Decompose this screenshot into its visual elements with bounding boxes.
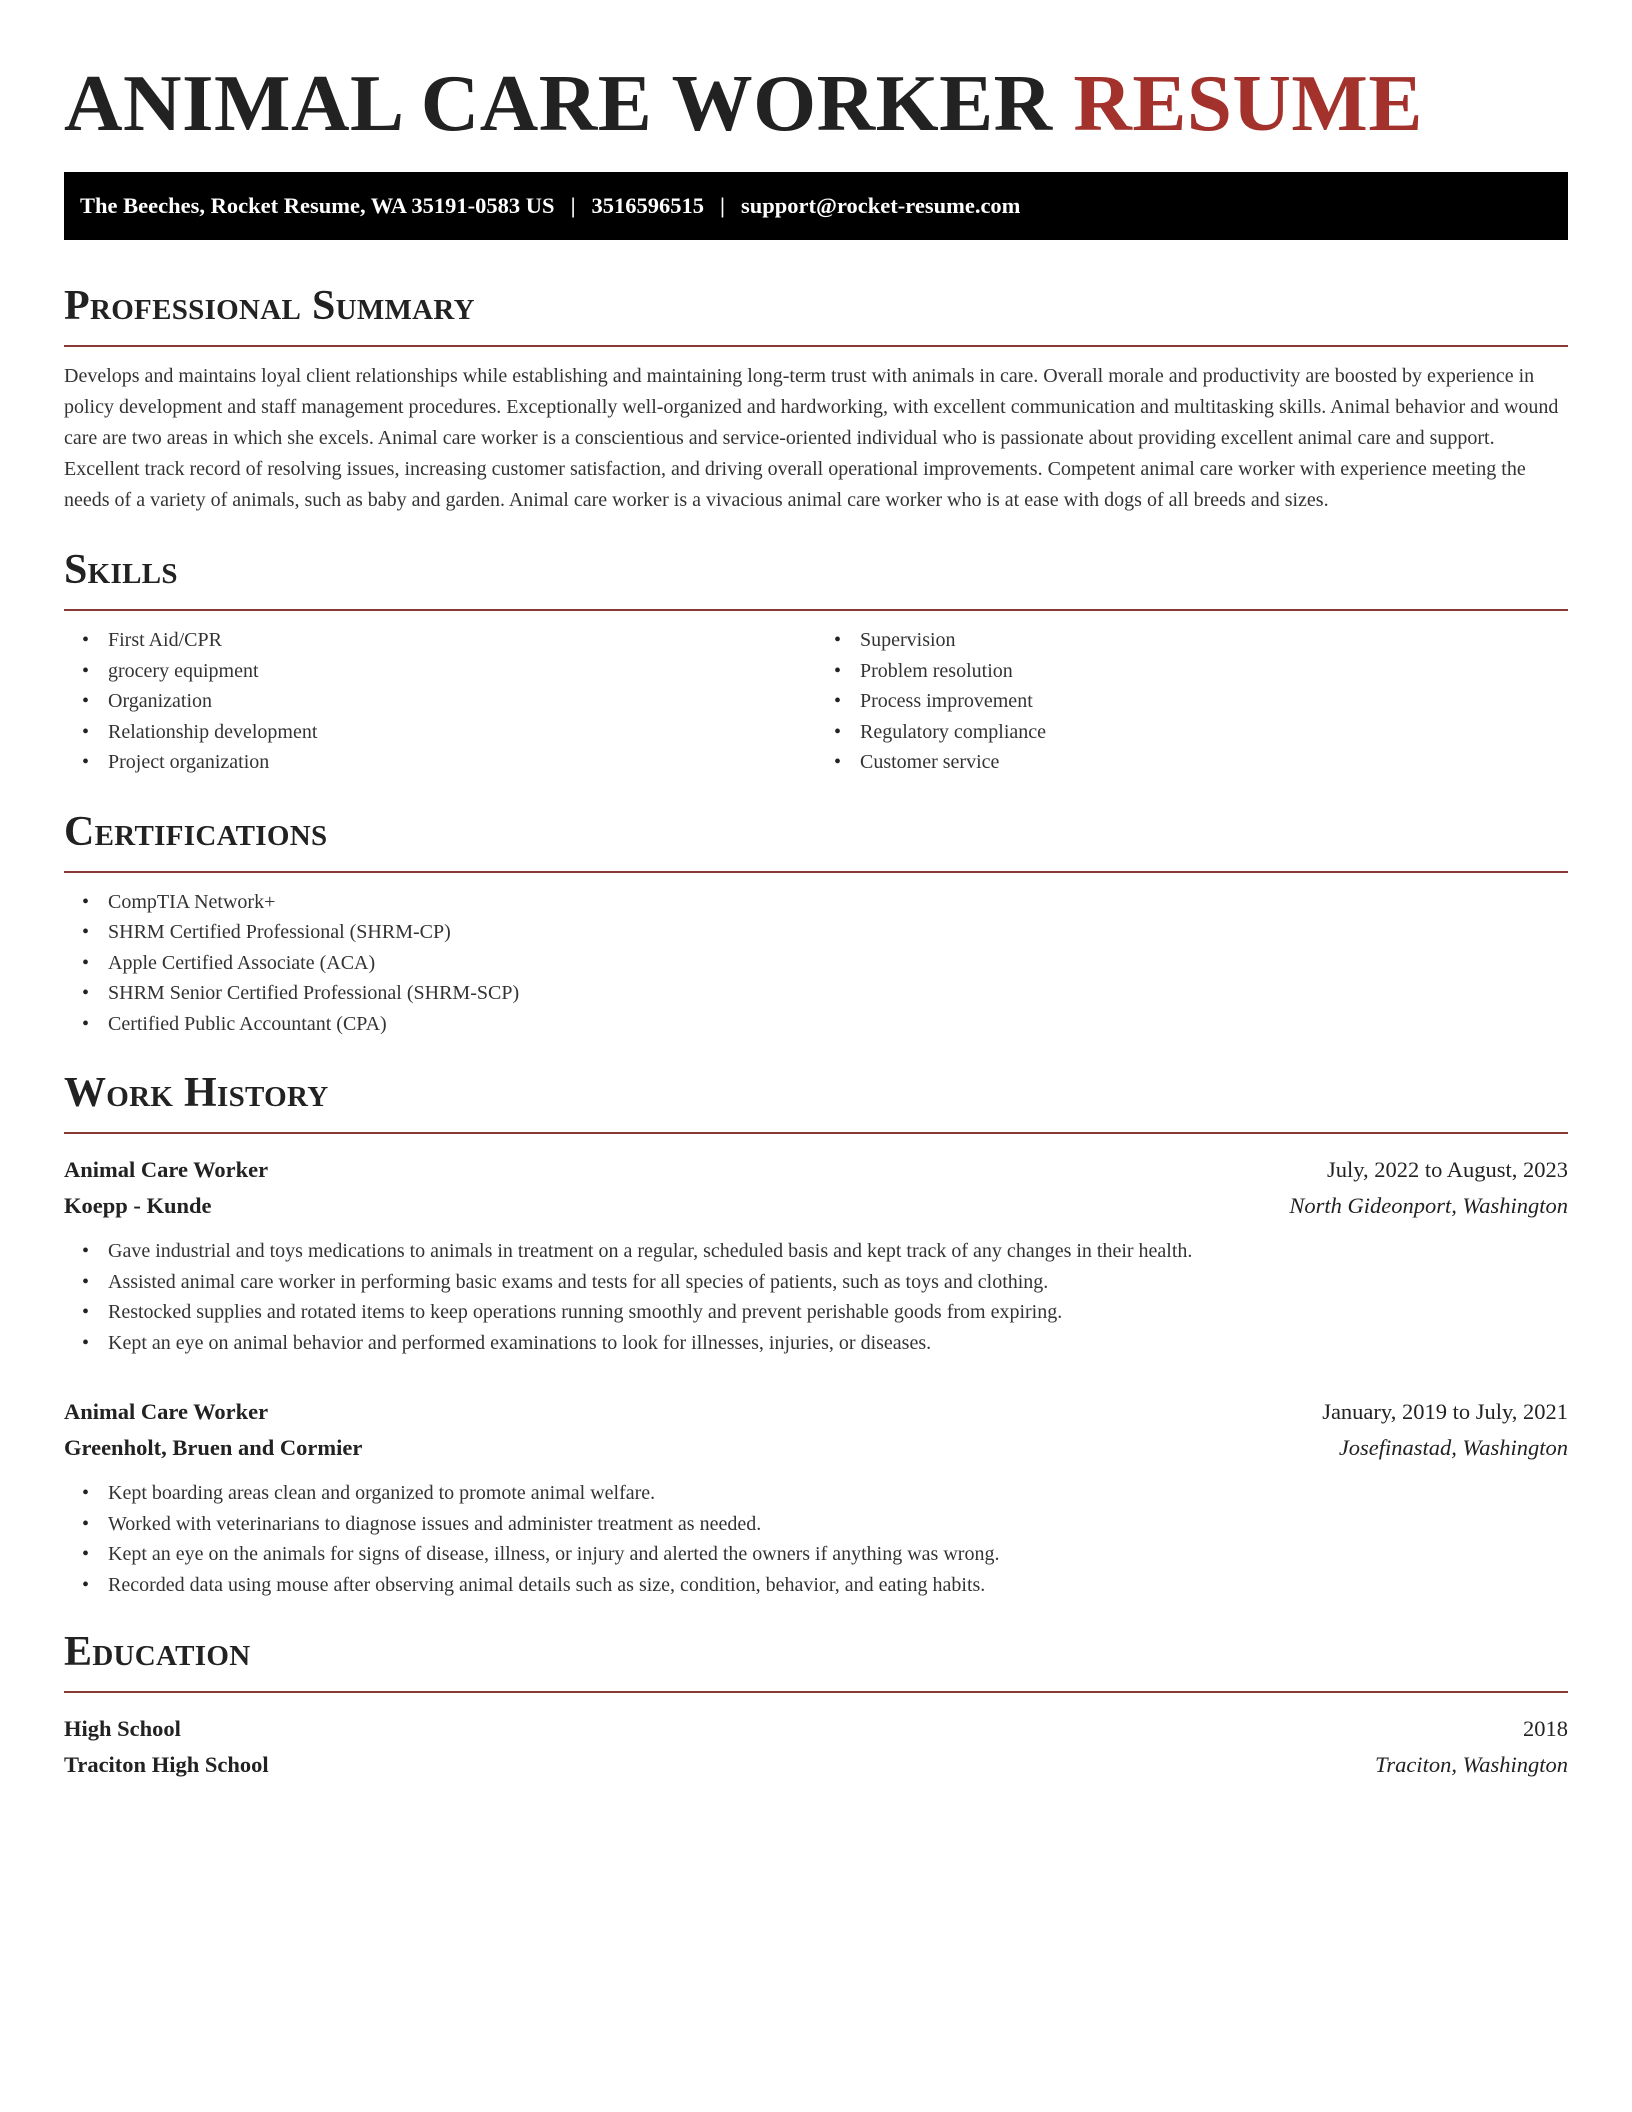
job-header-row bbox=[64, 1152, 1568, 1188]
work-history-section bbox=[64, 1068, 1568, 1600]
job-entry bbox=[64, 1152, 1568, 1358]
skill-item: • Organization bbox=[108, 686, 816, 717]
education-degree-row bbox=[64, 1711, 1568, 1747]
title-accent: RESUME bbox=[1073, 58, 1423, 148]
job-company: Greenholt, Bruen and Cormier bbox=[64, 1435, 363, 1460]
title-main: ANIMAL CARE WORKER bbox=[64, 58, 1053, 148]
job-company-row bbox=[64, 1188, 1568, 1224]
summary-text: Develops and maintains loyal client relationships while establishing and maintaining long-term trust with animals in care. Overall morale and productivity are boosted by experience in policy development and staff management procedures. Exceptionally well-organized and hardworking, with excellent communication and multitasking skills. Animal behavior and wound care are two areas in which she excels. Animal care worker is a conscientious and service-oriented individual who is passionate about providing excellent animal care and support. Excellent track record of resolving issues, increasing customer satisfaction, and driving overall operational improvements. Competent animal care worker with experience meeting the needs of a variety of animals, such as baby and garden. Animal care worker is a vivacious animal care worker who is at ease with dogs of all breeds and sizes. bbox=[64, 365, 1559, 511]
skill-item: • Relationship development bbox=[108, 717, 816, 748]
section-divider bbox=[64, 871, 1568, 873]
skill-item: • Customer service bbox=[860, 747, 1568, 778]
job-dates: January, 2019 to July, 2021 bbox=[1322, 1399, 1568, 1424]
skill-item: • grocery equipment bbox=[108, 656, 816, 687]
contact-bar bbox=[64, 172, 1568, 240]
skills-heading: Skills bbox=[64, 547, 178, 593]
job-duties-list bbox=[64, 1478, 1568, 1600]
contact-separator: | bbox=[570, 193, 576, 218]
job-company: Koepp - Kunde bbox=[64, 1193, 212, 1218]
skills-section bbox=[64, 545, 1568, 778]
job-entry bbox=[64, 1394, 1568, 1600]
job-title: Animal Care Worker bbox=[64, 1399, 269, 1424]
job-duty: • Kept an eye on animal behavior and performed examinations to look for illnesses, injuries, or diseases. bbox=[108, 1328, 1568, 1359]
certification-item: • SHRM Certified Professional (SHRM-CP) bbox=[108, 917, 1568, 948]
skill-item: • First Aid/CPR bbox=[108, 625, 816, 656]
education-section bbox=[64, 1627, 1568, 1783]
job-duty: • Worked with veterinarians to diagnose issues and administer treatment as needed. bbox=[108, 1509, 1568, 1540]
certification-item: • Certified Public Accountant (CPA) bbox=[108, 1009, 1568, 1040]
skill-item: • Process improvement bbox=[860, 686, 1568, 717]
skill-item: • Project organization bbox=[108, 747, 816, 778]
job-company-row bbox=[64, 1430, 1568, 1466]
summary-section bbox=[64, 281, 1568, 516]
section-divider bbox=[64, 1132, 1568, 1134]
education-school: Traciton High School bbox=[64, 1752, 269, 1777]
certification-item: • Apple Certified Associate (ACA) bbox=[108, 948, 1568, 979]
job-duty: • Assisted animal care worker in performing basic exams and tests for all species of patients, such as toys and clothing. bbox=[108, 1267, 1568, 1298]
certification-item: • CompTIA Network+ bbox=[108, 887, 1568, 918]
education-school-row bbox=[64, 1747, 1568, 1783]
skill-item: • Regulatory compliance bbox=[860, 717, 1568, 748]
resume-title bbox=[64, 0, 1568, 148]
certification-item: • SHRM Senior Certified Professional (SHRM-SCP) bbox=[108, 978, 1568, 1009]
job-duty: • Recorded data using mouse after observing animal details such as size, condition, behavior, and eating habits. bbox=[108, 1570, 1568, 1601]
skill-item: • Problem resolution bbox=[860, 656, 1568, 687]
education-location: Traciton, Washington bbox=[1375, 1752, 1568, 1777]
section-divider bbox=[64, 609, 1568, 611]
section-divider bbox=[64, 1691, 1568, 1693]
job-duty: • Restocked supplies and rotated items to keep operations running smoothly and prevent perishable goods from expiring. bbox=[108, 1297, 1568, 1328]
job-duty: • Gave industrial and toys medications to animals in treatment on a regular, scheduled basis and kept track of any changes in their health. bbox=[108, 1236, 1568, 1267]
work-history-heading: Work History bbox=[64, 1070, 329, 1116]
education-entry bbox=[64, 1711, 1568, 1783]
contact-address: The Beeches, Rocket Resume, WA 35191-0583 US bbox=[80, 193, 555, 218]
job-title: Animal Care Worker bbox=[64, 1157, 269, 1182]
section-divider bbox=[64, 345, 1568, 347]
job-location: North Gideonport, Washington bbox=[1289, 1193, 1568, 1218]
contact-phone[interactable]: 3516596515 bbox=[591, 193, 705, 218]
education-heading: Education bbox=[64, 1629, 251, 1675]
job-location: Josefinastad, Washington bbox=[1338, 1435, 1568, 1460]
job-dates: July, 2022 to August, 2023 bbox=[1326, 1157, 1568, 1182]
certifications-heading: Certifications bbox=[64, 808, 328, 855]
skill-item: • Supervision bbox=[860, 625, 1568, 656]
education-year: 2018 bbox=[1523, 1716, 1568, 1741]
certifications-list bbox=[64, 887, 1568, 1040]
education-degree: High School bbox=[64, 1716, 181, 1741]
contact-email[interactable]: support@rocket-resume.com bbox=[741, 193, 1021, 218]
job-duties-list bbox=[64, 1236, 1568, 1358]
job-header-row bbox=[64, 1394, 1568, 1430]
job-duty: • Kept an eye on the animals for signs of disease, illness, or injury and alerted the owners if anything was wrong. bbox=[108, 1539, 1568, 1570]
skills-list-right bbox=[816, 625, 1568, 778]
contact-separator: | bbox=[720, 193, 725, 218]
skills-grid bbox=[64, 625, 1568, 778]
certifications-section bbox=[64, 807, 1568, 1040]
job-duty: • Kept boarding areas clean and organized to promote animal welfare. bbox=[108, 1478, 1568, 1509]
skills-list-left bbox=[64, 625, 816, 778]
summary-heading: Professional Summary bbox=[64, 283, 475, 329]
